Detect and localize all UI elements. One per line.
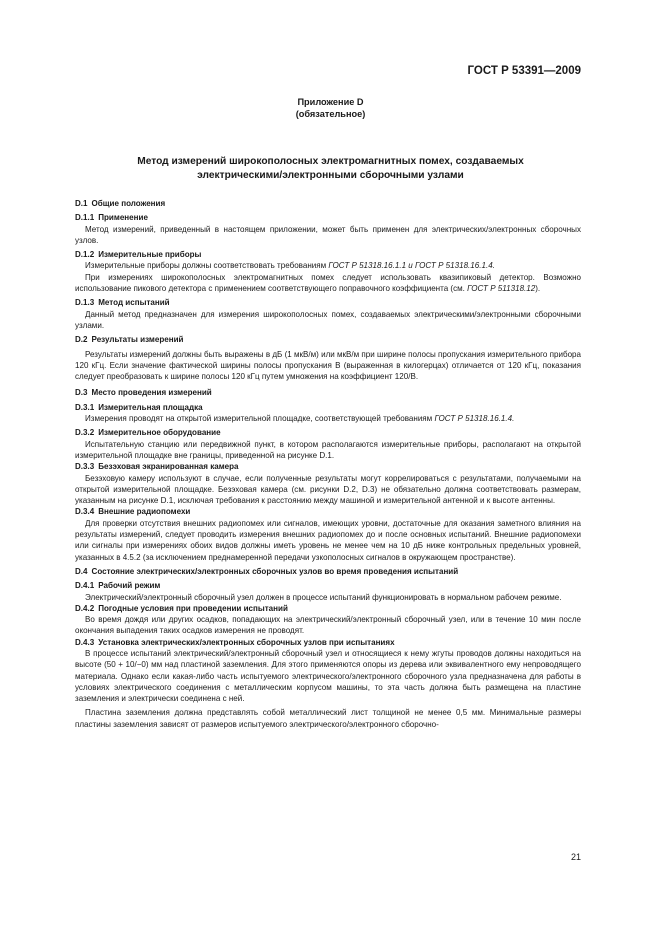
paragraph: Безэховую камеру используют в случае, если полученные результаты могут коррелироваться с результатами, получаемыми на открытой измерительной площадке. Безэховая камера (см. рисунки D.2, D.3) не обязательно должна соответствовать размерам, указанным на рисунке D.1, исключая требования к расстоянию между машиной и измерительной антенной и к высоте антенны.	[75, 473, 581, 506]
page-number: 21	[570, 852, 581, 862]
subsection-heading: D.3.3 Безэховая экранированная камера	[75, 462, 239, 472]
paragraph: В процессе испытаний электрический/электронный сборочный узел и относящиеся к нему жгуты проводов должны находиться на высоте (50 + 10/−0) мм над пластиной заземления. Для этого применяются опоры из дерева или эквивалентного ему непроводящего материала. Однако если какая-либо часть испытуемого электрического/электронного сборочного узла предназначена для работы в условиях электрического соединения с металлическим корпусом машины, то эта часть должна быть размещена на пластине заземления и электрически соединена с ней.	[75, 648, 581, 704]
annex-status: (обязательное)	[295, 109, 366, 119]
paragraph: При измерениях широкополосных электромагнитных помех следует использовать квазипиковый детектор. Возможно использование пикового детектора с применением соответствующего поправочного коэффициента (см. ГОСТ Р 511318.12).	[75, 272, 581, 294]
document-code: ГОСТ Р 53391—2009	[467, 65, 581, 77]
annex-title-line1: Метод измерений широкополосных электромагнитных помех, создаваемых	[137, 156, 524, 167]
annex-title-line2: электрическими/электронными сборочными узлами	[197, 170, 464, 181]
subsection-heading: D.4.2 Погодные условия при проведении испытаний	[75, 603, 288, 613]
paragraph: Измерения проводят на открытой измерительной площадке, соответствующей требованиям ГОСТ Р 51318.16.1.4.	[85, 414, 515, 424]
subsection-heading: D.4.3 Установка электрических/электронных сборочных узлов при испытаниях	[75, 637, 395, 647]
section-heading: D.3 Место проведения измерений	[75, 388, 212, 398]
annex-heading	[0, 96, 661, 120]
subsection-heading: D.4.1 Рабочий режим	[75, 581, 161, 591]
paragraph: Данный метод предназначен для измерения широкополосных помех, создаваемых электрическими/электронными сборочными узлами.	[75, 309, 581, 330]
subsection-heading: D.1.2 Измерительные приборы	[75, 250, 202, 260]
subsection-heading: D.3.2 Измерительное оборудование	[75, 428, 221, 438]
paragraph: Пластина заземления должна представлять собой металлический лист толщиной не менее 0,5 мм. Минимальные размеры пластины заземления зависят от размеров испытуемого электрического/электронного сборочно-	[75, 708, 581, 729]
document-body	[75, 198, 581, 730]
subsection-heading: D.3.4 Внешние радиопомехи	[75, 507, 191, 517]
paragraph: Во время дождя или других осадков, попадающих на электрический/электронный сборочный узел, или в течение 10 мин после окончания выпадения таких осадков измерения не проводят.	[75, 615, 581, 636]
paragraph: Электрический/электронный сборочный узел должен в процессе испытаний функционировать в нормальном рабочем режиме.	[85, 592, 562, 602]
paragraph: Испытательную станцию или передвижной пункт, в котором располагаются измерительные приборы, располагают на открытой измерительной площадке вне границы, приведенной на рисунке D.1.	[75, 439, 581, 460]
annex-label: Приложение D	[297, 97, 364, 107]
subsection-heading: D.3.1 Измерительная площадка	[75, 402, 203, 412]
paragraph: Метод измерений, приведенный в настоящем приложении, может быть применен для электрических/электронных сборочных узлов.	[75, 224, 581, 245]
subsection-heading: D.1.3 Метод испытаний	[75, 298, 170, 308]
subsection-heading: D.1.1 Применение	[75, 213, 148, 223]
section-heading: D.1 Общие положения	[75, 199, 166, 208]
annex-title	[0, 155, 661, 183]
section-heading: D.2 Результаты измерений	[75, 335, 184, 345]
section-heading: D.4 Состояние электрических/электронных сборочных узлов во время проведения испытаний	[75, 566, 459, 576]
paragraph: Для проверки отсутствия внешних радиопомех или сигналов, имеющих уровни, достаточные для оказания заметного влияния на результаты измерений, следует проводить измерения внешних радиопомех до и после основных испытаний. Внешние радиопомехи или сигналы при измерениях обоих видов должны иметь уровень не менее чем на 10 дБ ниже контрольных предельных уровней, указанных в 4.5.2 (за исключением преднамеренной передачи узкополосных сигналов в окружающем пространстве).	[75, 518, 581, 562]
paragraph: Результаты измерений должны быть выражены в дБ (1 мкВ/м) или мкВ/м при ширине полосы пропускания измерительного прибора 120 кГц. Если значение фактической ширины полосы пропускания В (выраженная в килогерцах) отличается от 120 кГц, показания следует преобразовать к ширине полосы 120 кГц путем умножения на коэффициент 120/В.	[75, 349, 581, 382]
paragraph: Измерительные приборы должны соответствовать требованиям ГОСТ Р 51318.16.1.1 и ГОСТ Р 51318.16.1.4.	[85, 261, 495, 271]
